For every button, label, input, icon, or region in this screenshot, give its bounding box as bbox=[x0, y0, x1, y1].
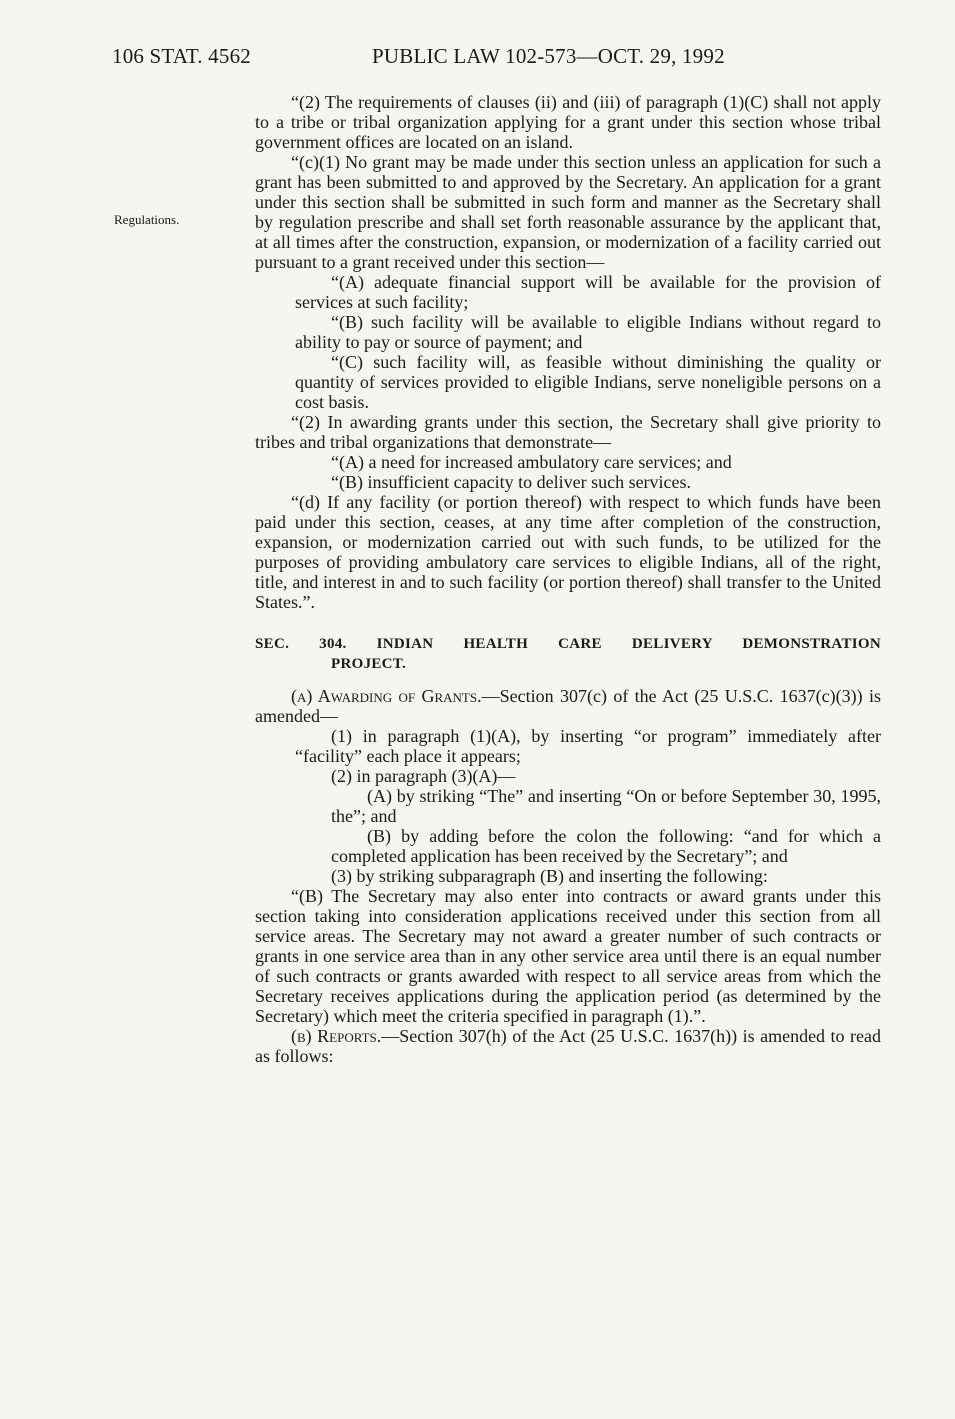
section-heading-line1: SEC. 304. INDIAN HEALTH CARE DELIVERY DEMONSTRATION bbox=[255, 636, 881, 652]
paragraph: “(A) a need for increased ambulatory care services; and bbox=[331, 452, 732, 472]
statute-page-number: 106 STAT. 4562 bbox=[112, 44, 251, 68]
paragraph bbox=[255, 686, 881, 726]
paragraph: “(2) The requirements of clauses (ii) and (iii) of paragraph (1)(C) shall not apply to a tribe or tribal organization applying for a grant under this section whose tribal government offices are located on an island. bbox=[255, 92, 881, 152]
paragraph: (2) in paragraph (3)(A)— bbox=[331, 766, 516, 786]
subsection-text: —Section 307(c) of the Act (25 U.S.C. 1637(c)(3)) is amended— bbox=[255, 686, 881, 726]
paragraph: “(B) such facility will be available to eligible Indians without regard to ability to pay or source of payment; and bbox=[295, 312, 881, 352]
paragraph: “(c)(1) No grant may be made under this section unless an application for such a grant has been submitted to and approved by the Secretary. An application for a grant under this section shall be submitted in such form and manner as the Secretary shall by regulation prescribe and shall set forth reasonable assurance by the applicant that, at all times after the construction, expansion, or modernization of a facility carried out pursuant to a grant received under this section— bbox=[255, 152, 881, 272]
paragraph: (1) in paragraph (1)(A), by inserting “or program” immediately after “facility” each place it appears; bbox=[295, 726, 881, 766]
subsection-label: (a) Awarding of Grants. bbox=[291, 686, 482, 706]
paragraph: (B) by adding before the colon the following: “and for which a completed application has been received by the Secretary”; and bbox=[331, 826, 881, 866]
subsection-label: (b) Reports. bbox=[291, 1026, 382, 1046]
body-text bbox=[255, 92, 881, 1066]
paragraph: “(C) such facility will, as feasible without diminishing the quality or quantity of services provided to eligible Indians, serve noneligible persons on a cost basis. bbox=[295, 352, 881, 412]
margin-note: Regulations. bbox=[114, 212, 180, 227]
paragraph: “(2) In awarding grants under this section, the Secretary shall give priority to tribes and tribal organizations that demonstrate— bbox=[255, 412, 881, 452]
section-heading-line2: PROJECT. bbox=[331, 656, 407, 672]
paragraph: (3) by striking subparagraph (B) and inserting the following: bbox=[331, 866, 768, 886]
subsection-text: —Section 307(h) of the Act (25 U.S.C. 1637(h)) is amended to read as follows: bbox=[255, 1026, 881, 1066]
public-law-title: PUBLIC LAW 102-573—OCT. 29, 1992 bbox=[372, 44, 725, 68]
paragraph: “(B) The Secretary may also enter into contracts or award grants under this section taking into consideration applications received under this section from all service areas. The Secretary may not award a greater number of such contracts or grants in one service area than in any other service area until there is an equal number of such contracts or grants awarded with respect to all service areas from which the Secretary receives applications during the application period (as determined by the Secretary) which meet the criteria specified in paragraph (1).”. bbox=[255, 886, 881, 1026]
paragraph: “(d) If any facility (or portion thereof) with respect to which funds have been paid under this section, ceases, at any time after completion of the construction, expansion, or modernization carried out with such funds, to be utilized for the purposes of providing ambulatory care services to eligible Indians, all of the right, title, and interest in and to such facility (or portion thereof) shall transfer to the United States.”. bbox=[255, 492, 881, 612]
section-heading bbox=[255, 634, 881, 674]
paragraph: “(A) adequate financial support will be available for the provision of services at such facility; bbox=[295, 272, 881, 312]
paragraph: (A) by striking “The” and inserting “On or before September 30, 1995, the”; and bbox=[331, 786, 881, 826]
paragraph: “(B) insufficient capacity to deliver such services. bbox=[331, 472, 692, 492]
paragraph bbox=[255, 1026, 881, 1066]
